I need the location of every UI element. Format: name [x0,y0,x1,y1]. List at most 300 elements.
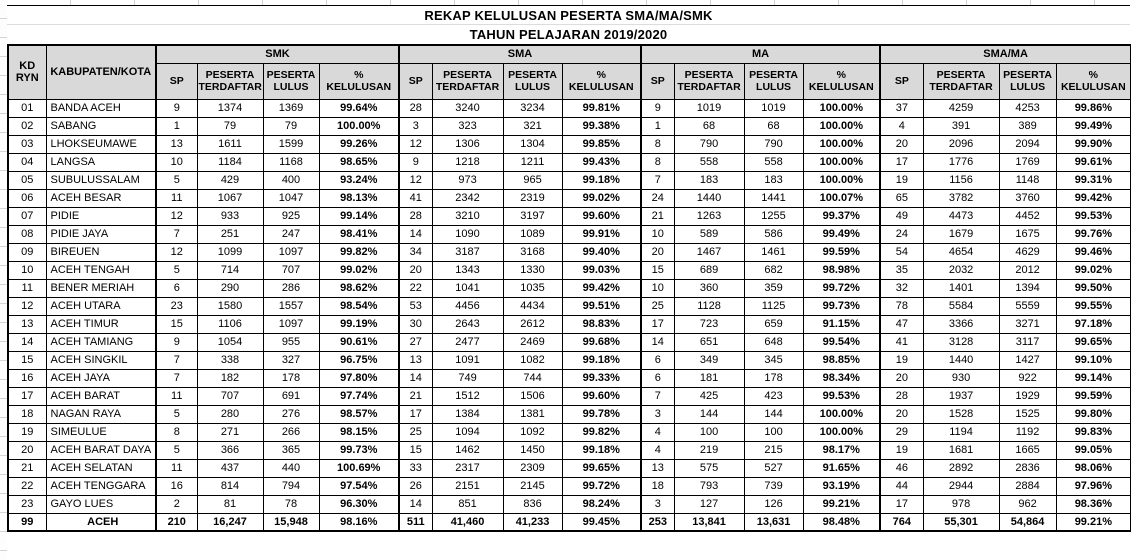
sub-header-cell[interactable]: % KELULUSAN [1056,63,1131,99]
cell-smk-sp[interactable]: 7 [156,369,197,387]
cell-ma-sp[interactable]: 10 [641,225,674,243]
cell-ma-sp[interactable]: 10 [641,279,674,297]
cell-sma-sp[interactable]: 12 [399,171,432,189]
cell-sma-sp[interactable]: 15 [399,441,432,459]
cell-smama-lulus[interactable]: 2836 [999,459,1056,477]
cell-kd[interactable]: 03 [8,135,46,153]
cell-smk-terdaftar[interactable]: 1611 [197,135,263,153]
cell-smk-pct[interactable]: 99.14% [319,207,399,225]
group-header-sma[interactable]: SMA [399,45,641,63]
cell-ma-lulus[interactable]: 100 [744,423,803,441]
cell-smama-pct[interactable]: 98.06% [1056,459,1131,477]
cell-smama-terdaftar[interactable]: 1440 [923,351,999,369]
cell-sma-pct[interactable]: 99.51% [562,297,641,315]
cell-smama-terdaftar[interactable]: 1679 [923,225,999,243]
cell-ma-pct[interactable]: 99.53% [803,387,880,405]
cell-smama-lulus[interactable]: 2012 [999,261,1056,279]
cell-sma-terdaftar[interactable]: 323 [432,117,503,135]
cell-ma-pct[interactable]: 99.49% [803,225,880,243]
cell-ma-lulus[interactable]: 586 [744,225,803,243]
col-header-kabupaten[interactable]: KABUPATEN/KOTA [46,45,156,99]
cell-sma-lulus[interactable]: 1092 [503,423,562,441]
cell-smama-lulus[interactable]: 2884 [999,477,1056,495]
cell-kabupaten[interactable]: PIDIE JAYA [46,225,156,243]
cell-smama-terdaftar[interactable]: 978 [923,495,999,513]
cell-smama-sp[interactable]: 32 [880,279,923,297]
cell-smk-terdaftar[interactable]: 429 [197,171,263,189]
cell-smk-pct[interactable]: 90.61% [319,333,399,351]
cell-smk-terdaftar[interactable]: 79 [197,117,263,135]
cell-smama-lulus[interactable]: 3760 [999,189,1056,207]
cell-smk-lulus[interactable]: 691 [263,387,319,405]
cell-smk-sp[interactable]: 15 [156,315,197,333]
cell-smama-sp[interactable]: 24 [880,225,923,243]
cell-kd[interactable]: 15 [8,351,46,369]
cell-kd[interactable]: 99 [8,513,46,531]
cell-ma-sp[interactable]: 6 [641,351,674,369]
cell-smk-lulus[interactable]: 955 [263,333,319,351]
cell-sma-lulus[interactable]: 3234 [503,99,562,117]
cell-ma-sp[interactable]: 13 [641,459,674,477]
cell-smama-lulus[interactable]: 4629 [999,243,1056,261]
report-title[interactable]: REKAP KELULUSAN PESERTA SMA/MA/SMK [7,6,1130,25]
cell-smk-lulus[interactable]: 1097 [263,315,319,333]
cell-ma-terdaftar[interactable]: 790 [674,135,744,153]
cell-smk-terdaftar[interactable]: 81 [197,495,263,513]
cell-sma-pct[interactable]: 99.65% [562,459,641,477]
cell-smama-sp[interactable]: 29 [880,423,923,441]
cell-smk-sp[interactable]: 7 [156,351,197,369]
cell-smama-terdaftar[interactable]: 391 [923,117,999,135]
cell-kabupaten[interactable]: BANDA ACEH [46,99,156,117]
cell-sma-pct[interactable]: 99.68% [562,333,641,351]
cell-smama-pct[interactable]: 99.86% [1056,99,1131,117]
cell-sma-terdaftar[interactable]: 1094 [432,423,503,441]
cell-smk-pct[interactable]: 98.16% [319,513,399,531]
cell-smk-sp[interactable]: 12 [156,243,197,261]
cell-sma-sp[interactable]: 511 [399,513,432,531]
cell-ma-terdaftar[interactable]: 1019 [674,99,744,117]
cell-smk-pct[interactable]: 93.24% [319,171,399,189]
cell-smama-terdaftar[interactable]: 5584 [923,297,999,315]
cell-smama-pct[interactable]: 99.02% [1056,261,1131,279]
cell-smama-pct[interactable]: 99.21% [1056,513,1131,531]
cell-kd[interactable]: 20 [8,441,46,459]
cell-ma-terdaftar[interactable]: 13,841 [674,513,744,531]
cell-sma-pct[interactable]: 99.02% [562,189,641,207]
cell-kabupaten[interactable]: ACEH BESAR [46,189,156,207]
cell-ma-lulus[interactable]: 682 [744,261,803,279]
cell-sma-sp[interactable]: 9 [399,153,432,171]
cell-smama-sp[interactable]: 49 [880,207,923,225]
cell-sma-lulus[interactable]: 1450 [503,441,562,459]
cell-ma-lulus[interactable]: 739 [744,477,803,495]
cell-smama-terdaftar[interactable]: 3366 [923,315,999,333]
cell-smk-lulus[interactable]: 327 [263,351,319,369]
cell-sma-pct[interactable]: 99.33% [562,369,641,387]
cell-smama-lulus[interactable]: 389 [999,117,1056,135]
cell-ma-pct[interactable]: 99.59% [803,243,880,261]
cell-sma-pct[interactable]: 99.78% [562,405,641,423]
cell-sma-sp[interactable]: 41 [399,189,432,207]
cell-smama-sp[interactable]: 4 [880,117,923,135]
cell-ma-lulus[interactable]: 558 [744,153,803,171]
cell-smk-pct[interactable]: 99.73% [319,441,399,459]
cell-sma-pct[interactable]: 99.42% [562,279,641,297]
cell-sma-lulus[interactable]: 2612 [503,315,562,333]
cell-smk-terdaftar[interactable]: 1099 [197,243,263,261]
cell-ma-sp[interactable]: 7 [641,387,674,405]
cell-kabupaten[interactable]: GAYO LUES [46,495,156,513]
cell-ma-terdaftar[interactable]: 575 [674,459,744,477]
cell-kabupaten[interactable]: PIDIE [46,207,156,225]
cell-ma-lulus[interactable]: 648 [744,333,803,351]
cell-ma-terdaftar[interactable]: 144 [674,405,744,423]
group-header-ma[interactable]: MA [641,45,880,63]
cell-sma-terdaftar[interactable]: 1090 [432,225,503,243]
cell-ma-pct[interactable]: 99.21% [803,495,880,513]
cell-sma-pct[interactable]: 99.45% [562,513,641,531]
cell-kabupaten[interactable]: BENER MERIAH [46,279,156,297]
cell-sma-lulus[interactable]: 744 [503,369,562,387]
cell-sma-terdaftar[interactable]: 1512 [432,387,503,405]
cell-sma-lulus[interactable]: 1089 [503,225,562,243]
cell-smama-sp[interactable]: 20 [880,369,923,387]
cell-smama-sp[interactable]: 41 [880,333,923,351]
cell-kabupaten[interactable]: SIMEULUE [46,423,156,441]
cell-ma-terdaftar[interactable]: 589 [674,225,744,243]
cell-ma-terdaftar[interactable]: 558 [674,153,744,171]
cell-smama-pct[interactable]: 99.49% [1056,117,1131,135]
cell-smama-lulus[interactable]: 1525 [999,405,1056,423]
cell-smk-terdaftar[interactable]: 1054 [197,333,263,351]
cell-sma-pct[interactable]: 99.18% [562,171,641,189]
cell-kabupaten[interactable]: NAGAN RAYA [46,405,156,423]
cell-sma-terdaftar[interactable]: 1343 [432,261,503,279]
cell-kd[interactable]: 09 [8,243,46,261]
cell-smama-lulus[interactable]: 3271 [999,315,1056,333]
cell-ma-terdaftar[interactable]: 127 [674,495,744,513]
cell-smama-pct[interactable]: 99.31% [1056,171,1131,189]
cell-smama-lulus[interactable]: 962 [999,495,1056,513]
cell-smama-lulus[interactable]: 4253 [999,99,1056,117]
cell-ma-pct[interactable]: 100.07% [803,189,880,207]
cell-sma-sp[interactable]: 25 [399,423,432,441]
cell-ma-lulus[interactable]: 527 [744,459,803,477]
cell-smk-sp[interactable]: 13 [156,135,197,153]
cell-smk-sp[interactable]: 5 [156,441,197,459]
cell-smk-pct[interactable]: 98.65% [319,153,399,171]
cell-sma-terdaftar[interactable]: 4456 [432,297,503,315]
cell-smama-lulus[interactable]: 5559 [999,297,1056,315]
cell-smama-lulus[interactable]: 1929 [999,387,1056,405]
cell-sma-sp[interactable]: 14 [399,495,432,513]
cell-ma-sp[interactable]: 1 [641,117,674,135]
cell-smk-lulus[interactable]: 1097 [263,243,319,261]
cell-smk-pct[interactable]: 97.54% [319,477,399,495]
cell-ma-lulus[interactable]: 345 [744,351,803,369]
cell-ma-lulus[interactable]: 13,631 [744,513,803,531]
cell-smama-terdaftar[interactable]: 1401 [923,279,999,297]
cell-ma-terdaftar[interactable]: 1440 [674,189,744,207]
cell-smk-pct[interactable]: 98.57% [319,405,399,423]
cell-ma-terdaftar[interactable]: 723 [674,315,744,333]
cell-sma-sp[interactable]: 14 [399,225,432,243]
cell-ma-pct[interactable]: 99.37% [803,207,880,225]
cell-smk-lulus[interactable]: 286 [263,279,319,297]
cell-kabupaten[interactable]: ACEH JAYA [46,369,156,387]
cell-smama-lulus[interactable]: 1427 [999,351,1056,369]
cell-ma-terdaftar[interactable]: 1128 [674,297,744,315]
cell-ma-terdaftar[interactable]: 651 [674,333,744,351]
cell-ma-pct[interactable]: 99.72% [803,279,880,297]
cell-sma-terdaftar[interactable]: 749 [432,369,503,387]
cell-kabupaten[interactable]: ACEH TAMIANG [46,333,156,351]
cell-smk-pct[interactable]: 96.30% [319,495,399,513]
cell-smama-lulus[interactable]: 54,864 [999,513,1056,531]
cell-smk-sp[interactable]: 12 [156,207,197,225]
cell-sma-terdaftar[interactable]: 2151 [432,477,503,495]
cell-kabupaten[interactable]: SUBULUSSALAM [46,171,156,189]
cell-smama-sp[interactable]: 19 [880,441,923,459]
cell-ma-pct[interactable]: 100.00% [803,171,880,189]
cell-smk-terdaftar[interactable]: 1106 [197,315,263,333]
cell-smama-pct[interactable]: 99.61% [1056,153,1131,171]
cell-ma-lulus[interactable]: 423 [744,387,803,405]
cell-kd[interactable]: 08 [8,225,46,243]
cell-smk-terdaftar[interactable]: 933 [197,207,263,225]
cell-smk-pct[interactable]: 98.62% [319,279,399,297]
cell-sma-sp[interactable]: 28 [399,99,432,117]
cell-smk-pct[interactable]: 99.26% [319,135,399,153]
cell-ma-lulus[interactable]: 215 [744,441,803,459]
cell-ma-lulus[interactable]: 178 [744,369,803,387]
sub-header-cell[interactable]: % KELULUSAN [319,63,399,99]
cell-smk-pct[interactable]: 99.19% [319,315,399,333]
cell-ma-pct[interactable]: 91.15% [803,315,880,333]
cell-smk-terdaftar[interactable]: 1184 [197,153,263,171]
cell-ma-terdaftar[interactable]: 183 [674,171,744,189]
cell-smama-sp[interactable]: 20 [880,405,923,423]
cell-smk-terdaftar[interactable]: 366 [197,441,263,459]
cell-smk-lulus[interactable]: 78 [263,495,319,513]
cell-sma-sp[interactable]: 3 [399,117,432,135]
cell-smama-lulus[interactable]: 1675 [999,225,1056,243]
col-header-kd[interactable]: KD RYN [8,45,46,99]
cell-ma-terdaftar[interactable]: 349 [674,351,744,369]
cell-smama-terdaftar[interactable]: 2032 [923,261,999,279]
cell-sma-sp[interactable]: 17 [399,405,432,423]
cell-smk-lulus[interactable]: 15,948 [263,513,319,531]
sub-header-cell[interactable]: SP [399,63,432,99]
cell-sma-pct[interactable]: 98.83% [562,315,641,333]
cell-sma-terdaftar[interactable]: 973 [432,171,503,189]
sub-header-cell[interactable]: SP [880,63,923,99]
cell-smama-terdaftar[interactable]: 2892 [923,459,999,477]
sub-header-cell[interactable]: PESERTA TERDAFTAR [197,63,263,99]
cell-smk-sp[interactable]: 5 [156,171,197,189]
cell-sma-sp[interactable]: 20 [399,261,432,279]
cell-smk-terdaftar[interactable]: 714 [197,261,263,279]
cell-kabupaten[interactable]: LANGSA [46,153,156,171]
cell-ma-terdaftar[interactable]: 219 [674,441,744,459]
cell-smk-pct[interactable]: 98.13% [319,189,399,207]
cell-ma-sp[interactable]: 14 [641,333,674,351]
cell-smk-lulus[interactable]: 1599 [263,135,319,153]
cell-ma-pct[interactable]: 100.00% [803,135,880,153]
cell-smk-sp[interactable]: 11 [156,189,197,207]
cell-ma-lulus[interactable]: 359 [744,279,803,297]
cell-ma-pct[interactable]: 100.00% [803,117,880,135]
cell-ma-sp[interactable]: 9 [641,99,674,117]
cell-smama-lulus[interactable]: 2094 [999,135,1056,153]
cell-smama-lulus[interactable]: 922 [999,369,1056,387]
cell-kd[interactable]: 21 [8,459,46,477]
cell-ma-pct[interactable]: 98.48% [803,513,880,531]
cell-sma-sp[interactable]: 12 [399,135,432,153]
cell-smama-pct[interactable]: 99.59% [1056,387,1131,405]
cell-smk-sp[interactable]: 7 [156,225,197,243]
cell-smk-pct[interactable]: 97.80% [319,369,399,387]
cell-sma-pct[interactable]: 99.43% [562,153,641,171]
cell-ma-pct[interactable]: 100.00% [803,99,880,117]
cell-smk-terdaftar[interactable]: 1580 [197,297,263,315]
cell-smama-terdaftar[interactable]: 4654 [923,243,999,261]
cell-smk-sp[interactable]: 16 [156,477,197,495]
cell-ma-pct[interactable]: 93.19% [803,477,880,495]
cell-sma-pct[interactable]: 99.18% [562,351,641,369]
cell-ma-terdaftar[interactable]: 1263 [674,207,744,225]
cell-smama-pct[interactable]: 99.53% [1056,207,1131,225]
cell-smk-pct[interactable]: 98.41% [319,225,399,243]
cell-ma-sp[interactable]: 7 [641,171,674,189]
cell-sma-terdaftar[interactable]: 41,460 [432,513,503,531]
cell-smama-pct[interactable]: 99.14% [1056,369,1131,387]
cell-smk-sp[interactable]: 8 [156,423,197,441]
cell-smama-pct[interactable]: 99.80% [1056,405,1131,423]
cell-smk-lulus[interactable]: 1047 [263,189,319,207]
cell-ma-lulus[interactable]: 1441 [744,189,803,207]
cell-smama-lulus[interactable]: 1394 [999,279,1056,297]
cell-smk-lulus[interactable]: 400 [263,171,319,189]
cell-sma-terdaftar[interactable]: 2477 [432,333,503,351]
group-header-sma-ma[interactable]: SMA/MA [880,45,1131,63]
cell-kd[interactable]: 10 [8,261,46,279]
cell-ma-lulus[interactable]: 144 [744,405,803,423]
cell-smama-sp[interactable]: 28 [880,387,923,405]
cell-smama-pct[interactable]: 99.42% [1056,189,1131,207]
group-header-smk[interactable]: SMK [156,45,399,63]
cell-smk-terdaftar[interactable]: 182 [197,369,263,387]
cell-smk-lulus[interactable]: 1369 [263,99,319,117]
cell-sma-sp[interactable]: 30 [399,315,432,333]
sub-header-cell[interactable]: PESERTA LULUS [999,63,1056,99]
cell-smama-terdaftar[interactable]: 1528 [923,405,999,423]
cell-sma-terdaftar[interactable]: 851 [432,495,503,513]
cell-ma-lulus[interactable]: 1255 [744,207,803,225]
cell-smk-sp[interactable]: 9 [156,99,197,117]
cell-sma-pct[interactable]: 99.60% [562,207,641,225]
cell-kabupaten[interactable]: ACEH BARAT [46,387,156,405]
cell-smk-sp[interactable]: 23 [156,297,197,315]
cell-ma-terdaftar[interactable]: 181 [674,369,744,387]
cell-smama-sp[interactable]: 44 [880,477,923,495]
cell-sma-lulus[interactable]: 1304 [503,135,562,153]
sub-header-cell[interactable]: SP [641,63,674,99]
cell-ma-lulus[interactable]: 183 [744,171,803,189]
sub-header-cell[interactable]: % KELULUSAN [562,63,641,99]
cell-smk-lulus[interactable]: 1557 [263,297,319,315]
cell-kd[interactable]: 06 [8,189,46,207]
cell-smk-sp[interactable]: 1 [156,117,197,135]
cell-kabupaten[interactable]: ACEH BARAT DAYA [46,441,156,459]
cell-kabupaten[interactable]: ACEH TENGGARA [46,477,156,495]
cell-ma-pct[interactable]: 91.65% [803,459,880,477]
cell-kd[interactable]: 17 [8,387,46,405]
cell-smama-sp[interactable]: 65 [880,189,923,207]
cell-ma-lulus[interactable]: 1019 [744,99,803,117]
cell-smama-terdaftar[interactable]: 1194 [923,423,999,441]
cell-smama-terdaftar[interactable]: 1937 [923,387,999,405]
cell-smk-lulus[interactable]: 247 [263,225,319,243]
cell-ma-terdaftar[interactable]: 793 [674,477,744,495]
cell-ma-pct[interactable]: 100.00% [803,153,880,171]
cell-ma-sp[interactable]: 6 [641,369,674,387]
sub-header-cell[interactable]: PESERTA LULUS [263,63,319,99]
cell-ma-sp[interactable]: 3 [641,405,674,423]
sub-header-cell[interactable]: PESERTA TERDAFTAR [432,63,503,99]
cell-smama-terdaftar[interactable]: 1776 [923,153,999,171]
cell-smama-lulus[interactable]: 4452 [999,207,1056,225]
cell-kabupaten[interactable]: LHOKSEUMAWE [46,135,156,153]
cell-ma-terdaftar[interactable]: 360 [674,279,744,297]
cell-smama-sp[interactable]: 17 [880,495,923,513]
cell-sma-lulus[interactable]: 1330 [503,261,562,279]
cell-smk-sp[interactable]: 9 [156,333,197,351]
cell-kd[interactable]: 12 [8,297,46,315]
cell-smama-sp[interactable]: 78 [880,297,923,315]
cell-sma-sp[interactable]: 13 [399,351,432,369]
cell-smk-lulus[interactable]: 440 [263,459,319,477]
cell-kabupaten[interactable]: ACEH TENGAH [46,261,156,279]
cell-ma-lulus[interactable]: 68 [744,117,803,135]
cell-kd[interactable]: 05 [8,171,46,189]
cell-smama-pct[interactable]: 98.36% [1056,495,1131,513]
cell-smk-pct[interactable]: 96.75% [319,351,399,369]
cell-ma-terdaftar[interactable]: 68 [674,117,744,135]
cell-smama-sp[interactable]: 764 [880,513,923,531]
cell-sma-pct[interactable]: 98.24% [562,495,641,513]
cell-smama-lulus[interactable]: 1665 [999,441,1056,459]
cell-sma-lulus[interactable]: 1506 [503,387,562,405]
cell-kd[interactable]: 18 [8,405,46,423]
cell-ma-pct[interactable]: 99.73% [803,297,880,315]
sub-header-cell[interactable]: % KELULUSAN [803,63,880,99]
cell-smama-sp[interactable]: 35 [880,261,923,279]
cell-smama-lulus[interactable]: 1769 [999,153,1056,171]
cell-sma-lulus[interactable]: 1211 [503,153,562,171]
cell-ma-sp[interactable]: 4 [641,441,674,459]
cell-smk-pct[interactable]: 100.69% [319,459,399,477]
cell-smama-sp[interactable]: 20 [880,135,923,153]
cell-ma-sp[interactable]: 15 [641,261,674,279]
cell-smama-lulus[interactable]: 1192 [999,423,1056,441]
cell-sma-terdaftar[interactable]: 3187 [432,243,503,261]
cell-smk-lulus[interactable]: 1168 [263,153,319,171]
cell-smk-terdaftar[interactable]: 280 [197,405,263,423]
cell-smk-lulus[interactable]: 925 [263,207,319,225]
cell-smama-terdaftar[interactable]: 4473 [923,207,999,225]
